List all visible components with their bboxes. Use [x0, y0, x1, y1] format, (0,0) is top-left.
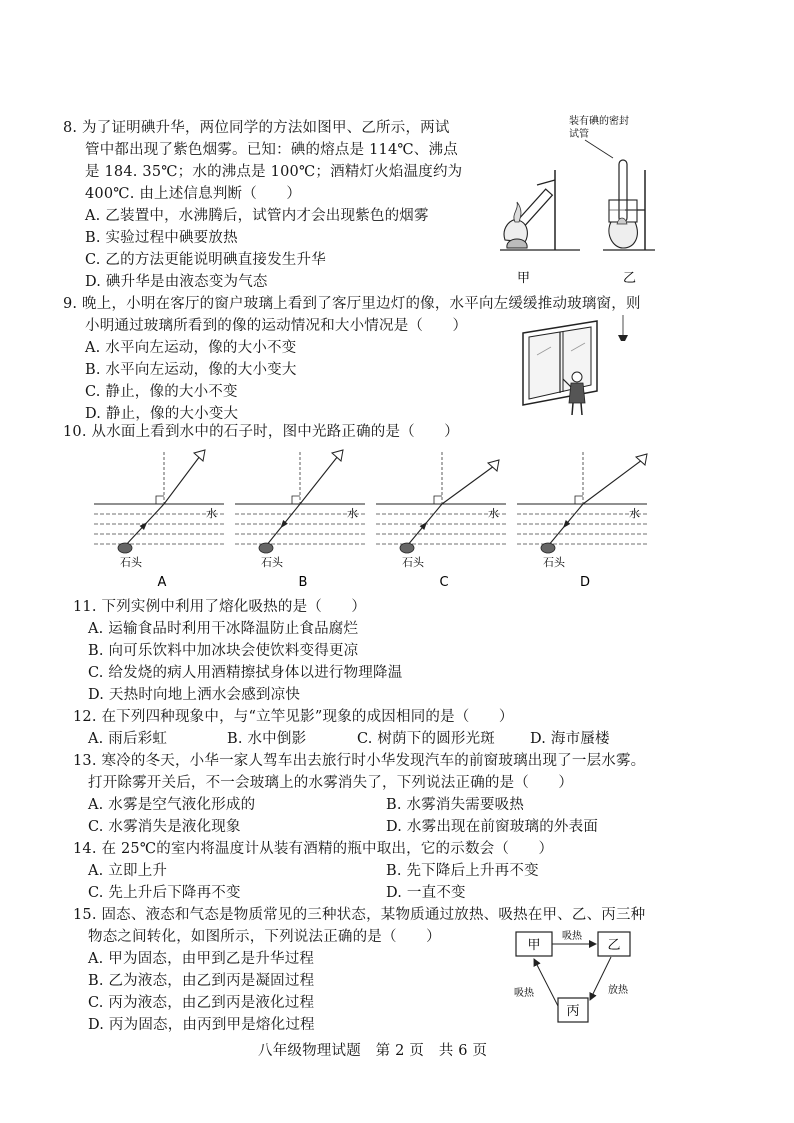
q8-fig-label-line1: 装有碘的密封 — [569, 116, 629, 127]
right-angle-mark-B — [292, 496, 300, 504]
eye-icon-B — [332, 450, 343, 461]
fig-jia-apparatus — [500, 170, 580, 250]
q9-option-d: D. 静止，像的大小变大 — [85, 406, 239, 422]
panel-label-C: C — [439, 575, 449, 590]
q13-option-a: A. 水雾是空气液化形成的 — [88, 797, 256, 813]
q15-option-d: D. 丙为固态，由丙到甲是熔化过程 — [88, 1017, 315, 1033]
q8-stem-line3: 是 184. 35℃；水的沸点是 100℃；酒精灯火焰温度约为 — [85, 164, 463, 180]
q15-option-b: B. 乙为液态，由乙到丙是凝固过程 — [88, 973, 315, 989]
q8-option-c: C. 乙的方法更能说明碘直接发生升华 — [85, 252, 326, 268]
fig-yi-apparatus — [603, 160, 655, 250]
q11-option-a: A. 运输食品时利用干冰降温防止食品腐烂 — [88, 621, 359, 637]
fig-yi-label: 乙 — [623, 271, 637, 286]
right-angle-mark-D — [575, 496, 583, 504]
panel-label-A: A — [157, 575, 167, 590]
q8-fig-label-line2: 试管 — [569, 129, 589, 140]
q10-stem: 10. 从水面上看到水中的石子时，图中光路正确的是（ ） — [63, 424, 459, 440]
lamp-icon — [618, 335, 628, 341]
stone-icon-D — [541, 543, 555, 553]
q9-option-c: C. 静止，像的大小不变 — [85, 384, 238, 400]
q8-iodine-apparatus-figure — [485, 110, 660, 290]
stone-label-B: 石头 — [261, 556, 283, 569]
ray-air-B — [300, 456, 338, 504]
right-angle-mark-A — [156, 496, 164, 504]
page-footer: 八年级物理试题 第 2 页 共 6 页 — [258, 1043, 488, 1059]
q14-option-a: A. 立即上升 — [88, 863, 168, 879]
q14-stem: 14. 在 25℃的室内将温度计从装有酒精的瓶中取出，它的示数会（ ） — [73, 841, 554, 857]
q15-option-c: C. 丙为液态，由乙到丙是液化过程 — [88, 995, 315, 1011]
q11-stem: 11. 下列实例中利用了熔化吸热的是（ ） — [73, 599, 367, 615]
q8-option-b: B. 实验过程中碘要放热 — [85, 230, 238, 246]
q8-stem-line4: 400℃. 由上述信息判断（ ） — [85, 186, 302, 202]
ray-air-D — [583, 460, 642, 504]
q15-stem-line1: 15. 固态、液态和气态是物质常见的三种状态，某物质通过放热、吸热在甲、乙、丙三种 — [73, 907, 646, 923]
q9-window-figure — [515, 315, 640, 420]
q9-option-b: B. 水平向左运动，像的大小变大 — [85, 362, 297, 378]
stone-icon-C — [400, 543, 414, 553]
stone-label-C: 石头 — [402, 556, 424, 569]
arrow-bing-to-jia — [534, 959, 558, 1006]
water-label-C: 水 — [488, 507, 499, 520]
q13-stem-line2: 打开除雾开关后，不一会玻璃上的水雾消失了，下列说法正确的是（ ） — [88, 775, 574, 791]
water-label-D: 水 — [629, 507, 640, 520]
q13-option-d: D. 水雾出现在前窗玻璃的外表面 — [386, 819, 599, 835]
q9-stem-line2: 小明通过玻璃所看到的像的运动情况和大小情况是（ ） — [85, 318, 468, 334]
q13-stem-line1: 13. 寒冷的冬天，小华一家人驾车出去旅行时小华发现汽车的前窗玻璃出现了一层水雾。 — [73, 753, 646, 769]
q15-option-a: A. 甲为固态，由甲到乙是升华过程 — [88, 951, 315, 967]
node-yi-label: 乙 — [607, 938, 621, 953]
q11-option-c: C. 给发烧的病人用酒精擦拭身体以进行物理降温 — [88, 665, 403, 681]
node-bing-label: 丙 — [566, 1004, 580, 1019]
q11-option-d: D. 天热时向地上洒水会感到凉快 — [88, 687, 301, 703]
q13-option-b: B. 水雾消失需要吸热 — [386, 797, 525, 813]
q15-stem-line2: 物态之间转化，如图所示，下列说法正确的是（ ） — [88, 929, 441, 945]
stone-label-D: 石头 — [543, 556, 565, 569]
q9-stem-line1: 9. 晚上，小明在客厅的窗户玻璃上看到了客厅里边灯的像，水平向左缓缓推动玻璃窗，则 — [63, 296, 641, 312]
fig-jia-label: 甲 — [517, 271, 531, 286]
q8-option-a: A. 乙装置中，水沸腾后，试管内才会出现紫色的烟雾 — [85, 208, 429, 224]
stone-icon-B — [259, 543, 273, 553]
ray-air-A — [164, 456, 200, 504]
edge-left-label: 吸热 — [514, 988, 534, 999]
stone-label-A: 石头 — [120, 556, 142, 569]
eye-icon-A — [194, 450, 205, 461]
panel-label-D: D — [579, 575, 591, 590]
water-label-B: 水 — [347, 507, 358, 520]
q12-option-d: D. 海市蜃楼 — [530, 731, 610, 747]
q8-stem-line1: 8. 为了证明碘升华，两位同学的方法如图甲、乙所示，两试 — [63, 120, 450, 136]
q12-option-a: A. 雨后彩虹 — [88, 731, 168, 747]
q12-stem: 12. 在下列四种现象中，与“立竿见影”现象的成因相同的是（ ） — [73, 709, 514, 725]
water-label-A: 水 — [206, 507, 217, 520]
q10-light-path-figure — [92, 448, 672, 593]
q12-option-b: B. 水中倒影 — [227, 731, 307, 747]
ray-air-C — [442, 466, 494, 504]
q14-option-b: B. 先下降后上升再不变 — [386, 863, 539, 879]
q14-option-c: C. 先上升后下降再不变 — [88, 885, 241, 901]
q12-option-c: C. 树荫下的圆形光斑 — [357, 731, 495, 747]
q8-option-d: D. 碘升华是由液态变为气态 — [85, 274, 268, 290]
right-angle-mark-C — [434, 496, 442, 504]
q9-option-a: A. 水平向左运动，像的大小不变 — [85, 340, 297, 356]
q11-option-b: B. 向可乐饮料中加冰块会使饮料变得更凉 — [88, 643, 359, 659]
q15-state-diagram — [508, 926, 658, 1036]
edge-right-label: 放热 — [608, 985, 628, 996]
node-jia-label: 甲 — [527, 938, 541, 953]
q14-option-d: D. 一直不变 — [386, 885, 466, 901]
stone-icon-A — [118, 543, 132, 553]
q8-stem-line2: 管中都出现了紫色烟雾。已知：碘的熔点是 114℃、沸点 — [85, 142, 458, 158]
q13-option-c: C. 水雾消失是液化现象 — [88, 819, 241, 835]
edge-top-label: 吸热 — [562, 931, 582, 942]
panel-label-B: B — [298, 575, 308, 590]
